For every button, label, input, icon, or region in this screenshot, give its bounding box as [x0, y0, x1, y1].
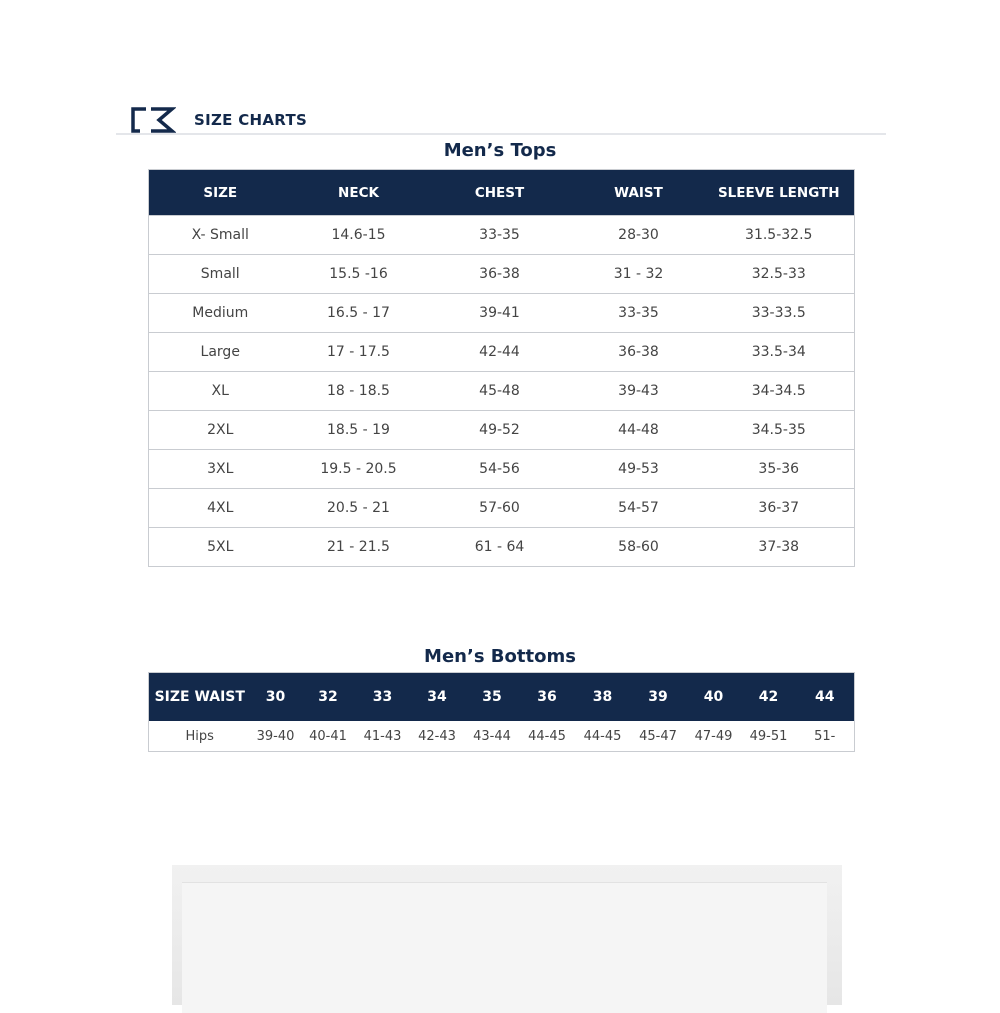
column-header-neck: NECK	[292, 170, 426, 216]
table-cell: 21 - 21.5	[292, 528, 426, 567]
column-header-waist-size: 30	[251, 673, 301, 722]
table-cell: 61 - 64	[426, 528, 574, 567]
table-cell: 4XL	[149, 489, 292, 528]
table-cell: XL	[149, 372, 292, 411]
table-cell: 15.5 -16	[292, 255, 426, 294]
table-cell: 45-48	[426, 372, 574, 411]
table-cell: 33-35	[426, 216, 574, 255]
table-cell: 5XL	[149, 528, 292, 567]
table-row	[149, 255, 855, 294]
table-cell: 3XL	[149, 450, 292, 489]
header-title: SIZE CHARTS	[194, 111, 308, 129]
table-cell: 40-41	[309, 728, 347, 744]
table-cell: Medium	[149, 294, 292, 333]
bottoms-title: Men’s Bottoms	[424, 646, 576, 667]
table-cell: 42-44	[426, 333, 574, 372]
table-cell: 58-60	[574, 528, 704, 567]
table-row	[149, 372, 855, 411]
table-cell: 14.6-15	[292, 216, 426, 255]
column-header-waist-size: 33	[356, 673, 410, 722]
table-cell: 41-43	[363, 728, 402, 744]
table-cell: 31 - 32	[574, 255, 704, 294]
table-cell: 19.5 - 20.5	[292, 450, 426, 489]
column-header-waist-size: 44	[796, 673, 855, 722]
table-cell: 16.5 - 17	[292, 294, 426, 333]
bottoms-header-row	[149, 673, 855, 722]
table-row	[149, 721, 855, 752]
table-cell: X- Small	[149, 216, 292, 255]
column-header-waist-size: 36	[520, 673, 575, 722]
table-cell: 39-40	[256, 728, 295, 744]
table-cell: 39-43	[574, 372, 704, 411]
table-row	[149, 489, 855, 528]
table-row	[149, 216, 855, 255]
column-header-chest: CHEST	[426, 170, 574, 216]
tops-title: Men’s Tops	[443, 140, 557, 161]
table-cell: 45-47	[639, 728, 677, 744]
column-header-size-waist: SIZE WAIST	[149, 673, 251, 722]
product-box	[182, 882, 827, 1013]
table-cell: 2XL	[149, 411, 292, 450]
table-cell: 36-38	[574, 333, 704, 372]
brand-logo-icon	[130, 106, 176, 134]
table-cell: 18.5 - 19	[292, 411, 426, 450]
column-header-waist-size: 35	[465, 673, 520, 722]
column-header-sleeve-length: SLEEVE LENGTH	[704, 170, 855, 216]
column-header-waist: WAIST	[574, 170, 704, 216]
table-cell: 33-35	[574, 294, 704, 333]
table-cell: 57-60	[426, 489, 574, 528]
table-cell: 31.5-32.5	[704, 216, 855, 255]
table-row	[149, 528, 855, 567]
column-header-waist-size: 34	[410, 673, 465, 722]
table-cell: 33.5-34	[704, 333, 855, 372]
header-divider	[116, 133, 886, 135]
table-cell: 43-44	[473, 728, 511, 744]
table-cell: 33-33.5	[704, 294, 855, 333]
table-cell: 44-45	[528, 728, 566, 744]
tops-header-row	[149, 170, 855, 216]
table-cell: Hips	[185, 728, 214, 744]
table-cell: 39-41	[426, 294, 574, 333]
table-cell: 34.5-35	[704, 411, 855, 450]
table-cell: 20.5 - 21	[292, 489, 426, 528]
bottoms-size-table	[148, 672, 855, 752]
table-cell: 18 - 18.5	[292, 372, 426, 411]
page-header	[130, 106, 307, 134]
column-header-waist-size: 38	[575, 673, 631, 722]
table-row	[149, 411, 855, 450]
table-cell: 47-49	[694, 728, 733, 744]
table-cell: 44-45	[583, 728, 622, 744]
table-row	[149, 294, 855, 333]
column-header-waist-size: 39	[631, 673, 686, 722]
table-cell: 44-48	[574, 411, 704, 450]
table-cell: 17 - 17.5	[292, 333, 426, 372]
table-cell: 34-34.5	[704, 372, 855, 411]
table-cell: 51-	[814, 728, 836, 744]
table-cell: Small	[149, 255, 292, 294]
column-header-waist-size: 40	[686, 673, 742, 722]
table-cell: 36-37	[704, 489, 855, 528]
table-cell: 49-53	[574, 450, 704, 489]
table-cell: 42-43	[418, 728, 456, 744]
table-cell: 36-38	[426, 255, 574, 294]
table-cell: 54-57	[574, 489, 704, 528]
table-row	[149, 333, 855, 372]
table-cell: Large	[149, 333, 292, 372]
table-row	[149, 450, 855, 489]
column-header-waist-size: 32	[301, 673, 356, 722]
column-header-waist-size: 42	[742, 673, 796, 722]
table-cell: 49-52	[426, 411, 574, 450]
table-cell: 37-38	[704, 528, 855, 567]
table-cell: 28-30	[574, 216, 704, 255]
table-cell: 54-56	[426, 450, 574, 489]
column-header-size: SIZE	[149, 170, 292, 216]
table-cell: 49-51	[749, 728, 788, 744]
tops-size-table	[148, 169, 855, 567]
table-cell: 32.5-33	[704, 255, 855, 294]
table-cell: 35-36	[704, 450, 855, 489]
